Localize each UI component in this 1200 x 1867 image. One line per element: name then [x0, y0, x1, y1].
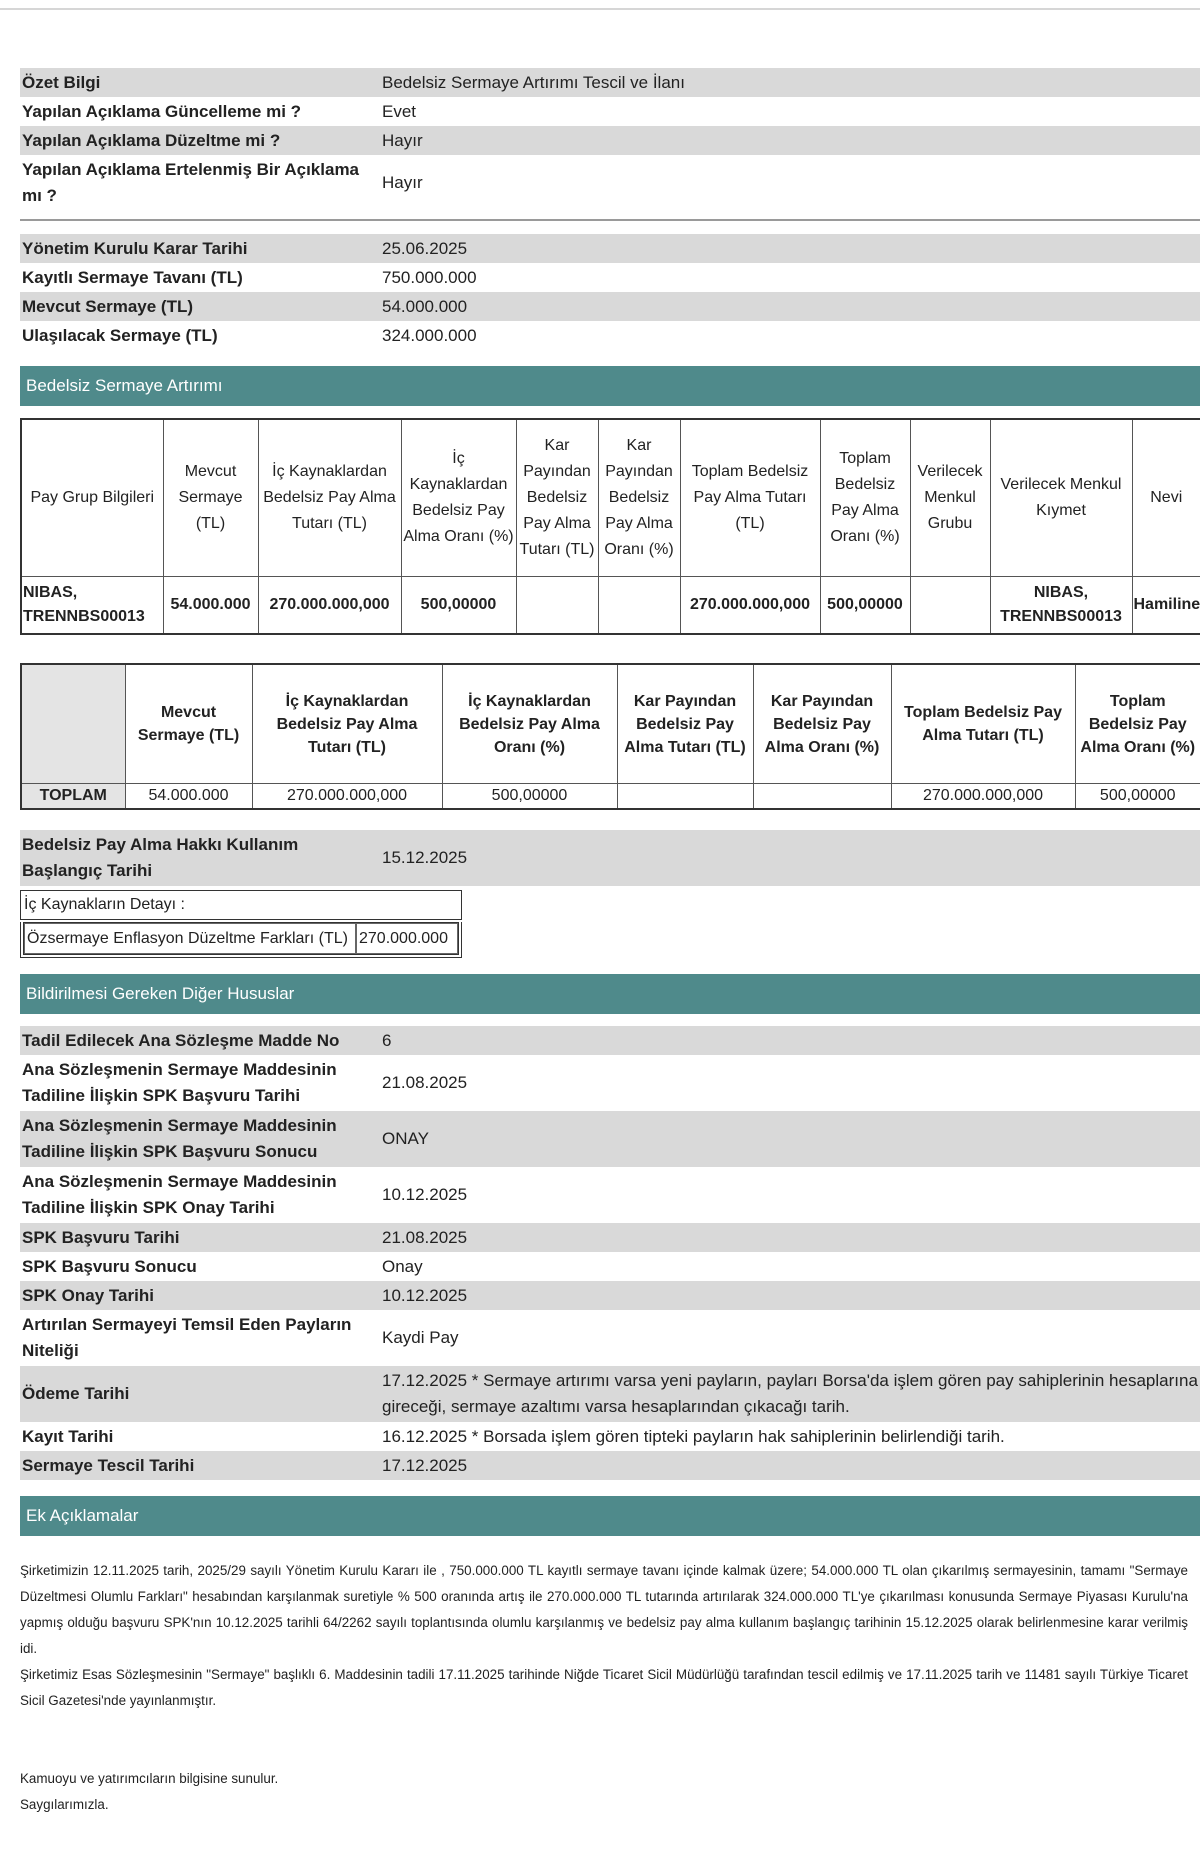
table-cell: 270.000.000,000	[680, 577, 820, 635]
summary-value: Hayır	[380, 126, 1200, 155]
capital-table	[20, 234, 1200, 350]
note-paragraph: Şirketimiz Esas Sözleşmesinin "Sermaye" başlıklı 6. Maddesinin tadili 17.11.2025 tarihinde Niğde Ticaret Sicil Müdürlüğü tarafından tescil edilmiş ve 17.11.2025 tarih ve 11481 sayılı Türkiye Ticaret Sicil Gazetesi'nde yayınlanmıştır.	[20, 1667, 1188, 1708]
column-header	[21, 664, 125, 784]
note-paragraph: Şirketimizin 12.11.2025 tarih, 2025/29 sayılı Yönetim Kurulu Kararı ile , 750.000.000 TL kayıtlı sermaye tavanı içinde kalmak üzere; 54.000.000 TL olan çıkarılmış sermayesinin, tamamı "Sermaye Düzeltmesi Olumlu Farkları" hesabından karşılanmak suretiyle % 500 oranında artış ile 270.000.000 TL tutarında artırılarak 324.000.000 TL'ye çıkarılması konusunda Sermaye Piyasası Kurulu'na yapmış olduğu başvuru SPK'nın 10.12.2025 tarihli 64/2262 sayılı toplantısında olumlu karşılanmış ve bedelsiz pay alma kullanım başlangıç tarihinin 15.12.2025 olarak belirlenmesine karar verilmiş idi.	[20, 1563, 1188, 1656]
other-value: Kaydi Pay	[382, 1328, 459, 1347]
other-value: 10.12.2025	[382, 1185, 468, 1204]
table-cell: 500,00000	[1075, 784, 1200, 810]
column-header: İç Kaynaklardan Bedelsiz Pay Alma Oranı (%)	[401, 419, 516, 577]
table-cell	[753, 784, 891, 810]
other-value: ONAY	[380, 1111, 1200, 1167]
other-label: Ödeme Tarihi	[20, 1366, 380, 1422]
share-group-header-row	[21, 419, 1200, 577]
capital-label: Ulaşılacak Sermaye (TL)	[22, 326, 218, 345]
capital-row	[20, 321, 1200, 350]
internal-source-value: 270.000.000	[356, 923, 458, 954]
summary-table	[20, 68, 1200, 211]
share-group-table	[20, 418, 1200, 635]
other-label: SPK Başvuru Tarihi	[20, 1223, 380, 1252]
summary-row	[20, 97, 1200, 126]
capital-label: Kayıtlı Sermaye Tavanı (TL)	[22, 268, 243, 287]
column-header: İç Kaynaklardan Bedelsiz Pay Alma Tutarı (TL)	[252, 664, 442, 784]
total-label: TOPLAM	[21, 784, 125, 810]
column-header: Toplam Bedelsiz Pay Alma Tutarı (TL)	[891, 664, 1075, 784]
column-header: Mevcut Sermaye (TL)	[125, 664, 252, 784]
internal-sources-detail	[20, 922, 462, 958]
section-divider	[20, 219, 1200, 221]
other-row	[20, 1252, 1200, 1281]
column-header: Kar Payından Bedelsiz Pay Alma Oranı (%)	[598, 419, 680, 577]
other-row	[20, 1281, 1200, 1310]
other-label: SPK Başvuru Sonucu	[22, 1257, 197, 1276]
other-value: Onay	[382, 1257, 423, 1276]
summary-value: Evet	[382, 102, 417, 121]
additional-notes	[20, 1558, 1200, 1714]
top-divider	[0, 8, 1200, 10]
column-header: Verilecek Menkul Grubu	[910, 419, 990, 577]
closing-line: Kamuoyu ve yatırımcıların bilgisine sunulur.	[20, 1771, 279, 1786]
table-cell: 54.000.000	[125, 784, 252, 810]
capital-row	[20, 263, 1200, 292]
column-header: Toplam Bedelsiz Pay Alma Oranı (%)	[820, 419, 910, 577]
total-header-row	[21, 664, 1200, 784]
other-label: Ana Sözleşmenin Sermaye Maddesinin Tadiline İlişkin SPK Onay Tarihi	[22, 1172, 337, 1217]
summary-value: Bedelsiz Sermaye Artırımı Tescil ve İlanı	[380, 68, 1200, 97]
start-date-value: 15.12.2025	[380, 830, 1200, 886]
summary-label: Yapılan Açıklama Güncelleme mi ?	[22, 102, 302, 121]
summary-label: Yapılan Açıklama Ertelenmiş Bir Açıklama mı ?	[22, 160, 360, 205]
other-row	[20, 1366, 1200, 1422]
capital-label: Mevcut Sermaye (TL)	[20, 292, 380, 321]
table-cell: 500,00000	[820, 577, 910, 635]
column-header: Kar Payından Bedelsiz Pay Alma Oranı (%)	[753, 664, 891, 784]
other-row	[20, 1167, 1200, 1223]
table-cell	[617, 784, 753, 810]
table-cell: 270.000.000,000	[252, 784, 442, 810]
section-header-notes: Ek Açıklamalar	[20, 1496, 1200, 1536]
table-cell: 54.000.000	[163, 577, 258, 635]
summary-row	[20, 126, 1200, 155]
table-cell: 500,00000	[442, 784, 617, 810]
other-row	[20, 1422, 1200, 1451]
table-cell	[598, 577, 680, 635]
other-value: 17.12.2025	[380, 1451, 1200, 1480]
internal-sources-item	[23, 922, 459, 955]
internal-sources-box	[20, 890, 462, 920]
total-row	[21, 784, 1200, 810]
start-date-table	[20, 830, 1200, 886]
table-cell: 270.000.000,000	[258, 577, 401, 635]
capital-row	[20, 234, 1200, 263]
internal-sources-title: İç Kaynakların Detayı :	[24, 896, 185, 913]
closing-text	[20, 1766, 1200, 1818]
table-cell	[516, 577, 598, 635]
start-date-row	[20, 830, 1200, 886]
capital-value: 750.000.000	[382, 268, 477, 287]
column-header: Kar Payından Bedelsiz Pay Alma Tutarı (TL)	[617, 664, 753, 784]
column-header: İç Kaynaklardan Bedelsiz Pay Alma Oranı (%)	[442, 664, 617, 784]
capital-value: 54.000.000	[380, 292, 1200, 321]
other-label: Tadil Edilecek Ana Sözleşme Madde No	[20, 1026, 380, 1055]
table-cell: 270.000.000,000	[891, 784, 1075, 810]
section-header-bedelsiz: Bedelsiz Sermaye Artırımı	[20, 366, 1200, 406]
other-row	[20, 1111, 1200, 1167]
other-label: Ana Sözleşmenin Sermaye Maddesinin Tadiline İlişkin SPK Başvuru Sonucu	[20, 1111, 380, 1167]
table-cell	[910, 577, 990, 635]
table-cell: Hamiline	[1132, 577, 1200, 635]
closing-line: Saygılarımızla.	[20, 1797, 109, 1812]
other-row	[20, 1310, 1200, 1366]
column-header: Toplam Bedelsiz Pay Alma Tutarı (TL)	[680, 419, 820, 577]
other-label: SPK Onay Tarihi	[20, 1281, 380, 1310]
summary-row	[20, 155, 1200, 211]
disclosure-page	[20, 68, 1200, 1818]
other-value: 17.12.2025 * Sermaye artırımı varsa yeni payların, payları Borsa'da işlem gören pay sahiplerinin hesaplarına gireceği, sermaye azaltımı varsa hesaplarından çıkacağı tarih.	[380, 1366, 1200, 1422]
capital-label: Yönetim Kurulu Karar Tarihi	[20, 234, 380, 263]
other-value: 6	[380, 1026, 1200, 1055]
total-table	[20, 663, 1200, 810]
other-label: Artırılan Sermayeyi Temsil Eden Payların Niteliği	[22, 1315, 352, 1360]
other-label: Kayıt Tarihi	[22, 1427, 114, 1446]
other-label: Ana Sözleşmenin Sermaye Maddesinin Tadiline İlişkin SPK Başvuru Tarihi	[22, 1060, 337, 1105]
column-header: Toplam Bedelsiz Pay Alma Oranı (%)	[1075, 664, 1200, 784]
column-header: İç Kaynaklardan Bedelsiz Pay Alma Tutarı (TL)	[258, 419, 401, 577]
other-row	[20, 1026, 1200, 1055]
column-header: Nevi	[1132, 419, 1200, 577]
other-row	[20, 1055, 1200, 1111]
other-value: 21.08.2025	[380, 1223, 1200, 1252]
column-header: Verilecek Menkul Kıymet	[990, 419, 1132, 577]
section-header-other: Bildirilmesi Gereken Diğer Hususlar	[20, 974, 1200, 1014]
internal-source-label: Özsermaye Enflasyon Düzeltme Farkları (TL)	[24, 923, 356, 954]
summary-row	[20, 68, 1200, 97]
capital-row	[20, 292, 1200, 321]
other-row	[20, 1223, 1200, 1252]
start-date-label: Bedelsiz Pay Alma Hakkı Kullanım Başlangıç Tarihi	[20, 830, 380, 886]
other-value: 16.12.2025 * Borsada işlem gören tipteki payların hak sahiplerinin belirlendiği tarih.	[382, 1427, 1005, 1446]
column-header: Pay Grup Bilgileri	[21, 419, 163, 577]
column-header: Kar Payından Bedelsiz Pay Alma Tutarı (TL)	[516, 419, 598, 577]
capital-value: 25.06.2025	[380, 234, 1200, 263]
other-value: 10.12.2025	[380, 1281, 1200, 1310]
table-cell: NIBAS, TRENNBS00013	[21, 577, 163, 635]
column-header: Mevcut Sermaye (TL)	[163, 419, 258, 577]
summary-value: Hayır	[382, 173, 423, 192]
summary-label: Özet Bilgi	[20, 68, 380, 97]
capital-value: 324.000.000	[382, 326, 477, 345]
other-row	[20, 1451, 1200, 1480]
other-label: Sermaye Tescil Tarihi	[20, 1451, 380, 1480]
table-cell: 500,00000	[401, 577, 516, 635]
table-row	[21, 577, 1200, 635]
table-cell: NIBAS, TRENNBS00013	[990, 577, 1132, 635]
other-value: 21.08.2025	[382, 1073, 468, 1092]
summary-label: Yapılan Açıklama Düzeltme mi ?	[20, 126, 380, 155]
other-matters-table	[20, 1026, 1200, 1480]
